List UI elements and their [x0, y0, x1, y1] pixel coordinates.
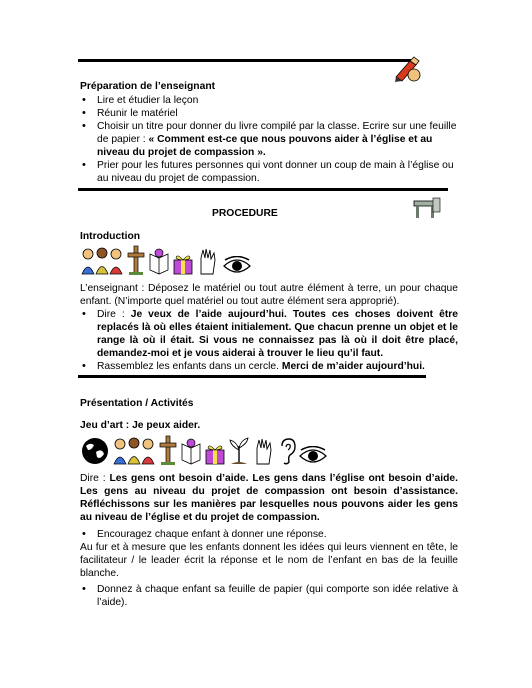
eye-icon — [298, 446, 328, 466]
globe-icon — [80, 436, 110, 466]
bible-icon — [148, 248, 170, 276]
ear-icon — [278, 438, 296, 466]
children-group-icon — [80, 244, 124, 276]
gift-icon — [204, 442, 226, 466]
procedure-heading: PROCEDURE — [212, 208, 278, 219]
presentation-list-1 — [80, 528, 458, 541]
list-item: • Choisir un titre pour donner du livre compilé par la classe. Ecrire sur une feuille de papier : « Comment est-ce que nous pouvons aider à l’église et au niveau du projet de compassion ». — [80, 120, 458, 159]
presentation-paragraph: Au fur et à mesure que les enfants donnent les idées qui leurs viennent en tête, le facilitateur / le leader écrit la réponse et le nom de l’enfant en bas de la feuille blanche. — [80, 542, 458, 579]
list-item: • Prier pour les futures personnes qui vont donner un coup de main à l’église ou au niveau du projet de compassion. — [80, 159, 458, 185]
intro-title: Introduction — [80, 231, 141, 242]
presentation-title: Présentation / Activités — [80, 398, 194, 409]
prep-title: Préparation de l’enseignant — [80, 81, 216, 92]
gift-icon — [172, 252, 194, 276]
game-title: Jeu d’art : Je peux aider. — [80, 420, 201, 431]
praying-hand-icon — [196, 246, 220, 276]
plant-icon — [228, 436, 250, 466]
cross-icon — [158, 434, 178, 466]
intro-icon-row — [80, 244, 252, 276]
cross-icon — [126, 244, 146, 276]
presentation-list-2 — [80, 583, 458, 609]
prep-list — [80, 94, 458, 185]
list-item: • Réunir le matériel — [80, 107, 458, 120]
praying-hand-icon — [252, 436, 276, 466]
list-item: • Rassemblez les enfants dans un cercle. Merci de m’aider aujourd’hui. — [80, 360, 458, 373]
bible-icon — [180, 438, 202, 466]
intro-text: L’enseignant : Déposez le matériel ou tout autre élément à terre, un pour chaque enfant. (N’importe quel matériel ou tout autre élément sera approprié). — [80, 283, 458, 307]
section-divider-procedure — [78, 188, 448, 191]
section-divider-top — [78, 59, 411, 62]
list-item: • Donnez à chaque enfant sa feuille de papier (qui comporte son idée relative à l’aide). — [80, 583, 458, 609]
list-item: • Dire : Je veux de l’aide aujourd’hui. Toutes ces choses doivent être replacés là où elles étaient initialement. Que chacun prenne un objet et le range là où il était. Si vous ne connaissez pas là où il doit être placé, demandez-moi et je vous aiderai à trouver le lieu qu’il faut. — [80, 308, 458, 360]
presentation-say: Dire : Les gens ont besoin d’aide. Les gens dans l’église ont besoin d’aide. Les gens au niveau du projet de compassion ont besoin d’assistance. Réfléchissons sur les manières par lesquelles nous pouvons aider les gens au niveau de l’église et du projet de compassion. — [80, 473, 458, 523]
desk-icon — [412, 197, 442, 223]
presentation-icon-row — [80, 434, 328, 466]
section-divider-presentation — [78, 375, 426, 378]
list-item: • Encouragez chaque enfant à donner une réponse. — [80, 528, 458, 541]
procedure-list — [80, 308, 458, 373]
children-group-icon — [112, 434, 156, 466]
list-item: • Lire et étudier la leçon — [80, 94, 458, 107]
eye-icon — [222, 256, 252, 276]
